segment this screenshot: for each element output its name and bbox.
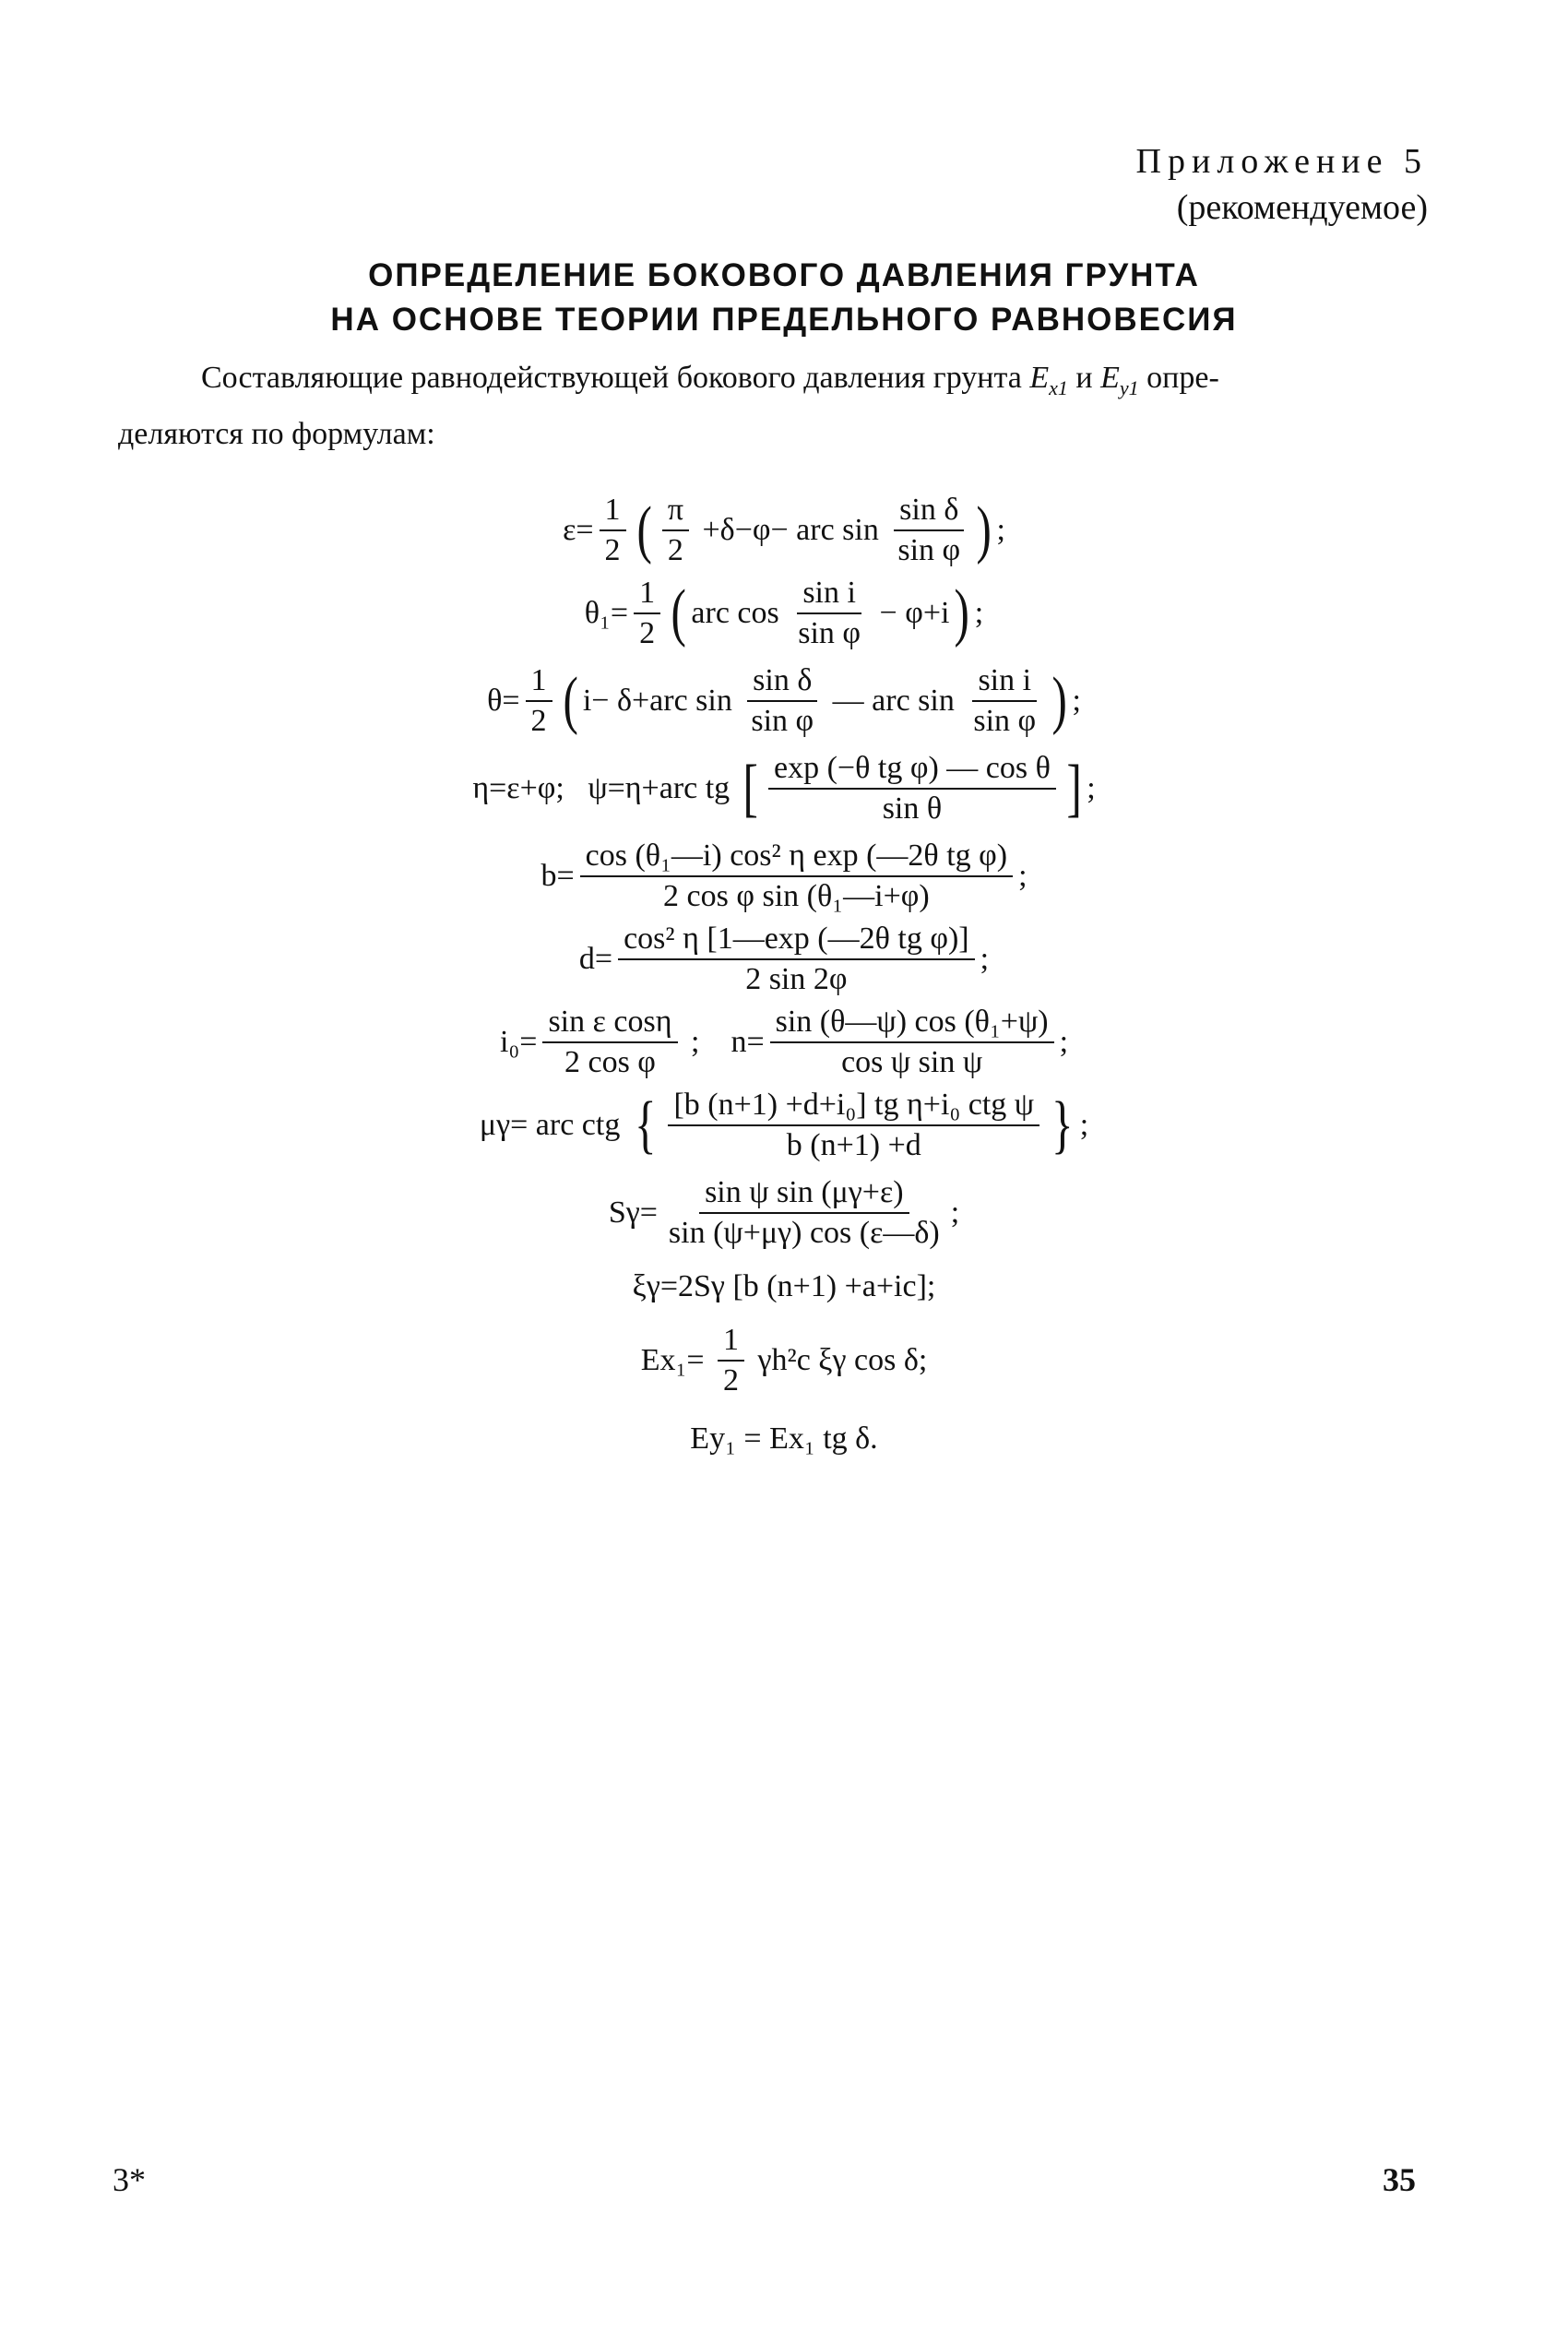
formula-b: b= $\frac{\text{cos (θ₁—i) cos² η exp (—2θ tg φ)}}{\text{2 cos φ sin (θ₁—i+φ)}}$ ; [540, 838, 1028, 913]
page-number: 35 [1383, 2161, 1416, 2198]
intro-text-after: опре- [1146, 361, 1219, 395]
appendix-header [1136, 138, 1428, 231]
intro-text-after-2: деляются по формулам: [118, 416, 435, 451]
page-title [0, 254, 1568, 342]
appendix-note: (рекомендуемое) [1176, 188, 1428, 227]
ex-var: E [1029, 361, 1050, 395]
intro-text: Составляющие равнодействующей бокового давления грунта [201, 361, 1022, 395]
signature-mark: 3* [113, 2161, 146, 2198]
formula-s-gamma: Sγ= $\frac{\text{sin ψ sin (μγ+ε)}}{\sin (\psi+\mu\gamma) \cos (\varepsilon—\delta)}$ ; [608, 1175, 960, 1250]
formula-i0-n: i₀= $\frac{\text{sin ε cosη}}{\text{2 cos φ}}$ ; n= $\frac{\text{sin (θ—ψ) cos (θ₁+ψ)}}{\text{cos ψ sin ψ}}$ ; [499, 1005, 1069, 1079]
title-line-1: ОПРЕДЕЛЕНИЕ БОКОВОГО ДАВЛЕНИЯ ГРУНТА [368, 257, 1200, 293]
formula-mu: μγ= arc ctg { $\frac{\text{[b (n+1) +d+i₀] tg η+i₀ ctg ψ}}{b (n+1) +d}$ } ; [479, 1088, 1089, 1162]
formula-theta1: θ₁= $\frac{1}{2}$ ( arc cos $\frac{\text{sin i}}{\text{sin φ}}$ − φ+i ) ; [584, 576, 984, 650]
title-line-2: НА ОСНОВЕ ТЕОРИИ ПРЕДЕЛЬНОГО РАВНОВЕСИЯ [330, 302, 1238, 338]
ey-sub: y1 [1119, 375, 1139, 399]
appendix-label: Приложение 5 [1135, 142, 1428, 181]
formula-theta: θ= $\frac{1}{2}$ ( i− δ+arc sin $\frac{\text{sin δ}}{\text{sin φ}}$ — arc sin $\frac{\text{sin i}}{\text{sin φ}}$ ) ; [487, 663, 1081, 738]
formula-xi: ξγ=2Sγ [b (n+1) +a+ic]; [632, 1269, 936, 1303]
formula-ex1: Ex₁= $\frac{1}{2}$ γh²c ξγ cos δ; [640, 1323, 928, 1397]
ex-sub: x1 [1049, 375, 1068, 399]
formula-eta-psi: η=ε+φ; ψ=η+arc tg [ $\frac{\text{exp (−θ tg φ) — cos θ}}{\text{sin θ}}$ ] ; [472, 751, 1096, 826]
formula-epsilon: ε= $\frac{1}{2}$ ( $\frac{\pi}{2}$ +δ−φ− arc sin $\frac{\text{sin δ}}{\text{sin φ}}$ ) ; [563, 493, 1005, 567]
ey-var: E [1100, 361, 1120, 395]
intro-conj: и [1075, 361, 1093, 395]
formula-ey1: Ey₁ = Ex₁ tg δ. [690, 1421, 878, 1456]
formula-d: d= $\frac{\text{cos² η [1—exp (—2θ tg φ)]}}{2 \sin 2\varphi}$ ; [578, 922, 990, 996]
intro-paragraph [118, 355, 1428, 458]
